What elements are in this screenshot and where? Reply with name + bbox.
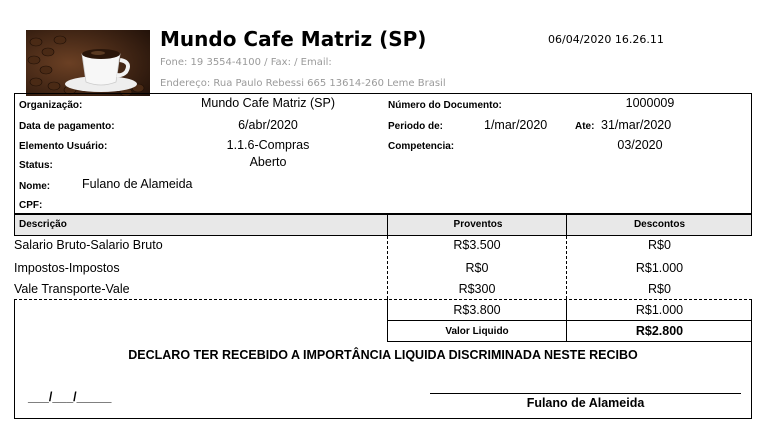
name-label: Nome: [19,181,51,192]
col-header-proventos: Proventos [453,219,503,230]
company-contact: Fone: 19 3554-4100 / Fax: / Email: [160,57,332,68]
declaration-text: DECLARO TER RECEBIDO A IMPORTÂNCIA LIQUIDA DISCRIMINADA NESTE RECIBO [128,348,638,362]
period-until-label: Ate: [575,121,595,132]
company-name: Mundo Cafe Matriz (SP) [160,27,427,51]
total-descontos: R$1.000 [635,303,684,317]
period-until-value: 31/mar/2020 [601,118,672,132]
element-value: 1.1.6-Compras [226,138,310,152]
competencia-value: 03/2020 [617,138,663,152]
doc-number-value: 1000009 [625,96,675,110]
coffee-cup-icon [26,30,150,96]
row-descontos: R$1.000 [635,261,684,275]
pay-date-value: 6/abr/2020 [238,118,298,132]
employee-info-box [14,93,752,214]
col-header-descontos: Descontos [633,219,686,230]
status-label: Status: [19,160,53,171]
name-value: Fulano de Alameida [82,177,193,191]
pay-date-label: Data de pagamento: [19,121,115,132]
row-proventos: R$300 [458,282,496,296]
row-descricao: Salario Bruto-Salario Bruto [14,238,163,252]
table-header [14,214,752,236]
col-header-descricao: Descrição [19,219,67,230]
signer-name: Fulano de Alameida [526,396,645,410]
status-value: Aberto [249,155,287,169]
row-descontos: R$0 [648,238,671,252]
element-label: Elemento Usuário: [19,141,108,152]
org-value: Mundo Cafe Matriz (SP) [200,96,336,110]
totals-divider [387,320,752,321]
period-from-label: Periodo de: [388,121,444,132]
signature-date-blank: ___/___/_____ [28,390,112,404]
competencia-label: Competencia: [388,141,455,152]
signature-line [430,393,741,394]
doc-number-label: Número do Documento: [388,100,502,111]
col-divider [566,214,567,236]
row-descricao: Vale Transporte-Vale [14,282,130,296]
row-descontos: R$0 [648,282,671,296]
net-label: Valor Liquido [445,326,509,337]
row-proventos: R$3.500 [453,238,501,252]
period-from-value: 1/mar/2020 [484,118,548,132]
cpf-label: CPF: [19,200,43,211]
coffee-cup-logo [26,30,150,96]
org-label: Organização: [19,100,83,111]
net-value: R$2.800 [635,324,684,338]
totals-divider [387,341,752,342]
issue-datetime: 06/04/2020 16.26.11 [548,33,664,46]
row-descricao: Impostos-Impostos [14,261,120,275]
row-proventos: R$0 [465,261,489,275]
total-proventos: R$3.800 [453,303,501,317]
col-divider [387,214,388,236]
company-address: Endereço: Rua Paulo Rebessi 665 13614-260 Leme Brasil [160,78,446,89]
